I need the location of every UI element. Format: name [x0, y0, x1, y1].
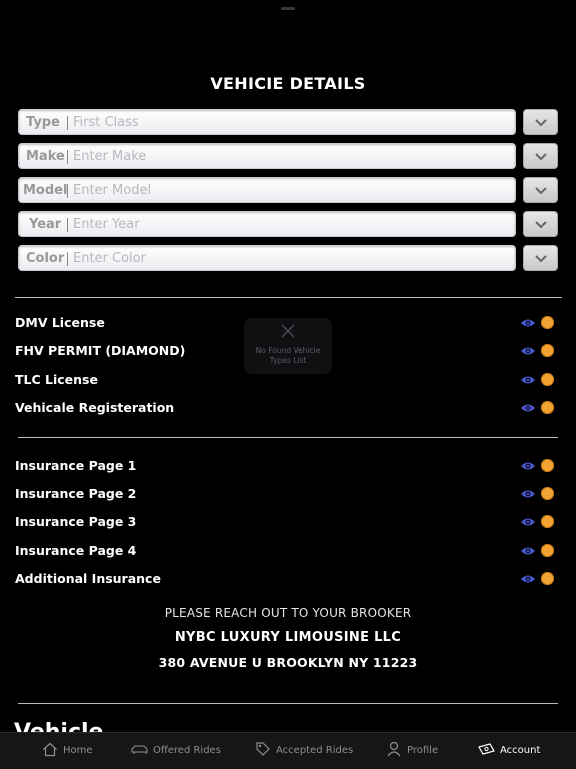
insurance-row-additional[interactable] [15, 569, 560, 589]
tab-offered-rides[interactable] [131, 733, 221, 769]
color-input[interactable] [18, 245, 516, 271]
tab-accepted-rides[interactable] [255, 733, 355, 769]
field-separator [67, 150, 68, 164]
insurance-label: Insurance Page 3 [15, 514, 137, 529]
document-row-vehicle-registration[interactable] [15, 398, 560, 418]
status-badge[interactable] [541, 459, 554, 472]
eye-icon[interactable] [520, 317, 536, 329]
type-field[interactable] [18, 109, 558, 135]
tab-label: Profile [407, 745, 439, 756]
make-field[interactable] [18, 143, 558, 169]
field-separator [67, 252, 68, 266]
toast-message [244, 318, 332, 374]
field-separator [67, 218, 68, 232]
year-field[interactable] [18, 211, 558, 237]
top-handle [281, 7, 295, 10]
make-dropdown-button[interactable] [523, 143, 558, 169]
document-label: Vehicale Registeration [15, 400, 175, 415]
tab-label: Accepted Rides [276, 745, 354, 756]
year-dropdown-button[interactable] [523, 211, 558, 237]
field-value: Enter Model [73, 183, 152, 198]
eye-icon[interactable] [520, 488, 536, 500]
tab-label: Offered Rides [153, 745, 221, 756]
divider [18, 437, 558, 438]
document-label: FHV PERMIT (DIAMOND) [15, 343, 186, 358]
divider [15, 297, 562, 298]
status-badge[interactable] [541, 572, 554, 585]
insurance-row-page-2[interactable] [15, 484, 560, 504]
eye-icon[interactable] [520, 345, 536, 357]
tab-home[interactable] [42, 733, 102, 769]
color-field[interactable] [18, 245, 558, 271]
color-dropdown-button[interactable] [523, 245, 558, 271]
field-label: Year [29, 217, 62, 232]
eye-icon[interactable] [520, 374, 536, 386]
document-label: DMV License [15, 315, 105, 330]
tab-account[interactable] [478, 733, 548, 769]
page-title: VEHICIE DETAILS [210, 74, 366, 93]
field-label: Type [26, 115, 60, 130]
broker-note: PLEASE REACH OUT TO YOUR BROOKER [164, 606, 412, 620]
status-badge[interactable] [541, 373, 554, 386]
chevron-down-icon [535, 187, 547, 195]
eye-icon[interactable] [520, 545, 536, 557]
divider [18, 703, 558, 704]
model-input[interactable] [18, 177, 516, 203]
field-separator [67, 184, 68, 198]
tab-label: Home [63, 745, 93, 756]
field-separator [67, 116, 68, 130]
home-icon [42, 742, 58, 757]
person-icon [387, 741, 401, 757]
tag-icon [255, 741, 271, 757]
model-field[interactable] [18, 177, 558, 203]
field-value: First Class [73, 115, 139, 130]
toast-text: No Found Vehicle Types List [255, 346, 321, 365]
field-label: Model [23, 183, 68, 198]
insurance-row-page-1[interactable] [15, 456, 560, 476]
year-input[interactable] [18, 211, 516, 237]
document-label: TLC License [15, 372, 98, 387]
field-value: Enter Color [73, 251, 146, 266]
chevron-down-icon [535, 221, 547, 229]
field-label: Color [26, 251, 65, 266]
insurance-label: Insurance Page 1 [15, 458, 137, 473]
insurance-label: Insurance Page 4 [15, 543, 137, 558]
status-badge[interactable] [541, 344, 554, 357]
tab-bar [0, 732, 576, 769]
money-icon [478, 743, 495, 756]
tab-label: Account [500, 745, 541, 756]
field-label: Make [26, 149, 65, 164]
broker-address: 380 AVENUE U BROOKLYN NY 11223 [158, 655, 418, 670]
eye-icon[interactable] [520, 516, 536, 528]
close-icon [280, 323, 296, 339]
model-dropdown-button[interactable] [523, 177, 558, 203]
tab-profile[interactable] [387, 733, 447, 769]
status-badge[interactable] [541, 316, 554, 329]
insurance-row-page-3[interactable] [15, 512, 560, 532]
type-dropdown-button[interactable] [523, 109, 558, 135]
type-input[interactable] [18, 109, 516, 135]
broker-name: NYBC LUXURY LIMOUSINE LLC [174, 630, 402, 645]
insurance-row-page-4[interactable] [15, 541, 560, 561]
field-value: Enter Year [73, 217, 140, 232]
status-badge[interactable] [541, 487, 554, 500]
status-badge[interactable] [541, 544, 554, 557]
chevron-down-icon [535, 119, 547, 127]
status-badge[interactable] [541, 515, 554, 528]
insurance-label: Insurance Page 2 [15, 486, 137, 501]
field-value: Enter Make [73, 149, 147, 164]
make-input[interactable] [18, 143, 516, 169]
insurance-label: Additional Insurance [15, 571, 161, 586]
eye-icon[interactable] [520, 402, 536, 414]
status-badge[interactable] [541, 401, 554, 414]
eye-icon[interactable] [520, 460, 536, 472]
chevron-down-icon [535, 255, 547, 263]
eye-icon[interactable] [520, 573, 536, 585]
car-icon [131, 744, 149, 756]
chevron-down-icon [535, 153, 547, 161]
